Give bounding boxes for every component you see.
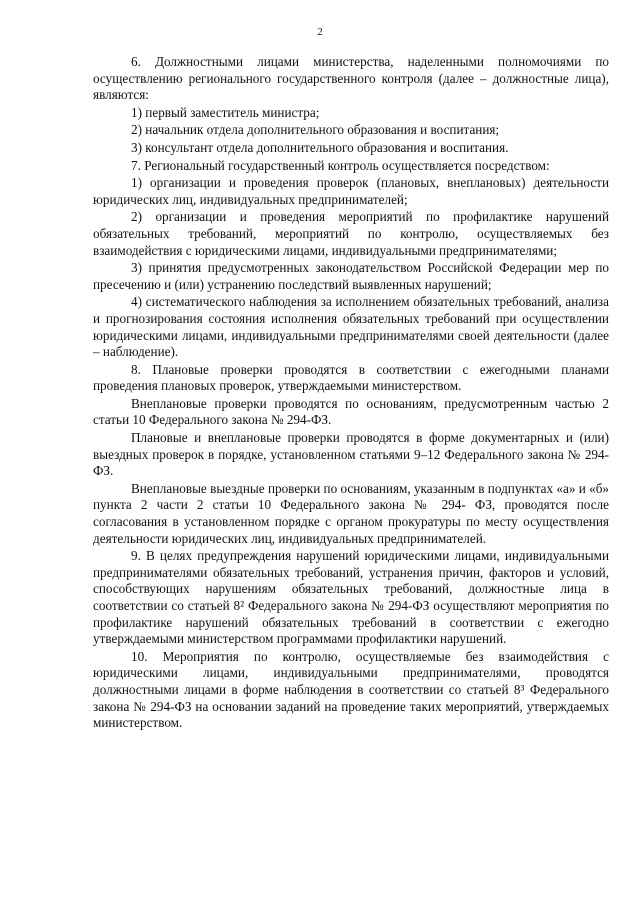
paragraph-7-item-1: 1) организации и проведения проверок (плановых, внеплановых) деятельности юридических лиц, индивидуальных предпринимателей; (93, 175, 609, 207)
document-body (93, 54, 609, 733)
paragraph-8-forms: Плановые и внеплановые проверки проводятся в форме документарных и (или) выездных проверок в порядке, установленном статьями 9–12 Федерального закона № 294-ФЗ. (93, 430, 609, 479)
page-number: 2 (317, 26, 323, 38)
paragraph-8-field-inspections: Внеплановые выездные проверки по основаниям, указанным в подпунктах «а» и «б» пункта 2 части 2 статьи 10 Федерального закона № 294- ФЗ, проводятся после согласования в установленном порядке с органом прокуратуры по месту осуществления деятельности юридических лиц, индивидуальных предпринимателей. (93, 480, 609, 546)
paragraph-6-item-2: 2) начальник отдела дополнительного образования и воспитания; (131, 122, 500, 138)
paragraph-9: 9. В целях предупреждения нарушений юридическими лицами, индивидуальными предпринимателями обязательных требований, устранения причин, факторов и условий, способствующих нарушениям обязательных требований, должностные лица в соответствии со статьей 8² Федерального закона № 294-ФЗ осуществляют мероприятия по профилактике нарушений обязательных требований в соответствии с ежегодно утверждаемыми министерством программами профилактики нарушений. (93, 548, 609, 647)
paragraph-7-item-4: 4) систематического наблюдения за исполнением обязательных требований, анализа и прогнозирования состояния исполнения обязательных требований при осуществлении юридическими лицами, индивидуальными предпринимателями своей деятельности (далее – наблюдение). (93, 294, 609, 360)
paragraph-6: 6. Должностными лицами министерства, наделенными полномочиями по осуществлению регионального государственного контроля (далее – должностные лица), являются: (93, 54, 609, 103)
paragraph-8-unscheduled: Внеплановые проверки проводятся по основаниям, предусмотренным частью 2 статьи 10 Федерального закона № 294-ФЗ. (93, 395, 609, 428)
paragraph-8: 8. Плановые проверки проводятся в соответствии с ежегодными планами проведения плановых проверок, утверждаемыми министерством. (93, 361, 609, 394)
paragraph-7: 7. Региональный государственный контроль осуществляется посредством: (131, 157, 550, 173)
paragraph-6-item-3: 3) консультант отдела дополнительного образования и воспитания. (131, 139, 509, 155)
paragraph-7-item-2: 2) организации и проведения мероприятий по профилактике нарушений обязательных требований, мероприятий по контролю, осуществляемых без взаимодействия с юридическими лицами, индивидуальными предпринимателями; (93, 209, 609, 258)
paragraph-6-item-1: 1) первый заместитель министра; (131, 104, 320, 120)
paragraph-10: 10. Мероприятия по контролю, осуществляемые без взаимодействия с юридическими лицами, индивидуальными предпринимателями, проводятся должностными лицами в форме наблюдения в соответствии со статьей 8³ Федерального закона № 294-ФЗ на основании заданий на проведение таких мероприятий, утверждаемых министерством. (93, 648, 609, 731)
paragraph-7-item-3: 3) принятия предусмотренных законодательством Российской Федерации мер по пресечению и (или) устранению последствий выявленных нарушений; (93, 260, 609, 292)
